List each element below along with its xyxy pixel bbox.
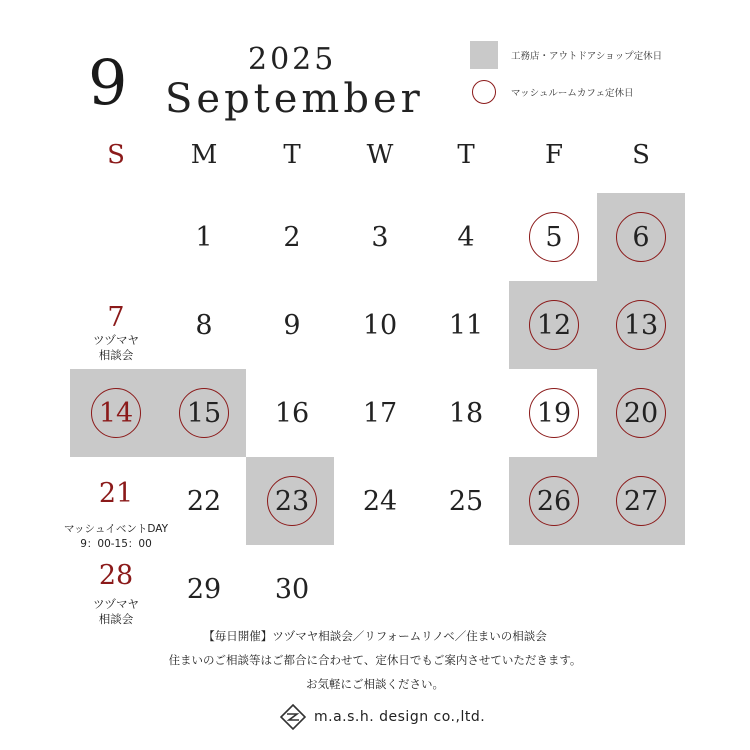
- day-number: 6: [632, 221, 650, 253]
- brand: [280, 703, 485, 731]
- day-20: [597, 369, 685, 457]
- day-number: 2: [283, 221, 301, 253]
- day-number: 30: [274, 573, 310, 605]
- weekday-sun: S: [107, 140, 125, 170]
- day-1: [160, 193, 248, 281]
- day-number: 26: [536, 485, 572, 517]
- day-number: 29: [186, 573, 222, 605]
- day-number: 12: [536, 309, 572, 341]
- day-22: [160, 457, 248, 545]
- day-9: [248, 281, 336, 369]
- footer-line-1: 【毎日開催】ツヅマヤ相談会／リフォームリノベ／住まいの相談会: [203, 629, 547, 643]
- day-number: 5: [545, 221, 563, 253]
- weekday-fri: F: [544, 140, 564, 170]
- day-27: [597, 457, 685, 545]
- day-19: [510, 369, 598, 457]
- month-name: September: [165, 76, 424, 122]
- event-note-day28: ツヅマヤ 相談会: [93, 597, 139, 626]
- day-15: [160, 369, 248, 457]
- red-circle-icon: [472, 80, 496, 104]
- legend-shop-closed: [470, 41, 662, 69]
- day-number: 16: [274, 397, 310, 429]
- day-number: 27: [623, 485, 659, 517]
- day-5: [510, 193, 598, 281]
- event-note-day7: ツヅマヤ 相談会: [93, 333, 139, 362]
- footer-line-3: お気軽にご相談ください。: [306, 677, 444, 691]
- legend-shop-closed-label: 工務店・アウトドアショップ定休日: [511, 51, 663, 62]
- day-26: [510, 457, 598, 545]
- day-number: 28: [98, 559, 134, 591]
- day-6: [597, 193, 685, 281]
- day-number: 13: [623, 309, 659, 341]
- event-note-day21: マッシュイベントDAY 9：00-15：00: [63, 523, 169, 550]
- weekday-sat: S: [632, 140, 650, 170]
- weekday-thu: T: [457, 140, 475, 170]
- day-number: 21: [98, 477, 134, 509]
- day-25: [422, 457, 510, 545]
- day-number: 25: [448, 485, 484, 517]
- day-number: 7: [107, 301, 125, 333]
- day-10: [336, 281, 424, 369]
- day-14: [72, 369, 160, 457]
- weekday-wed: W: [366, 140, 394, 170]
- brand-logo-icon: [280, 704, 306, 730]
- day-number: 17: [362, 397, 398, 429]
- day-2: [248, 193, 336, 281]
- day-16: [248, 369, 336, 457]
- day-number: 15: [186, 397, 222, 429]
- day-4: [422, 193, 510, 281]
- brand-name: m.a.s.h. design co.,ltd.: [314, 709, 486, 725]
- day-number: 23: [274, 485, 310, 517]
- day-12: [510, 281, 598, 369]
- month-number: 9: [88, 46, 128, 119]
- day-number: 20: [623, 397, 659, 429]
- day-17: [336, 369, 424, 457]
- day-11: [422, 281, 510, 369]
- day-24: [336, 457, 424, 545]
- weekday-tue: T: [283, 140, 301, 170]
- day-29: [160, 545, 248, 633]
- day-number: 10: [362, 309, 398, 341]
- day-number: 8: [195, 309, 213, 341]
- year-label: 2025: [248, 42, 337, 77]
- day-number: 11: [448, 309, 484, 341]
- day-18: [422, 369, 510, 457]
- day-number: 14: [98, 397, 134, 429]
- day-30: [248, 545, 336, 633]
- legend-cafe-closed: [470, 78, 633, 106]
- day-number: 9: [283, 309, 301, 341]
- day-number: 18: [448, 397, 484, 429]
- legend-cafe-closed-label: マッシュルームカフェ定休日: [511, 88, 634, 99]
- footer-line-2: 住まいのご相談等はご都合に合わせて、定休日でもご案内させていただきます。: [168, 653, 582, 667]
- day-13: [597, 281, 685, 369]
- day-3: [336, 193, 424, 281]
- gray-swatch-icon: [470, 41, 498, 69]
- day-23: [248, 457, 336, 545]
- day-number: 3: [371, 221, 389, 253]
- day-number: 24: [362, 485, 398, 517]
- day-number: 19: [536, 397, 572, 429]
- day-number: 1: [195, 221, 213, 253]
- day-8: [160, 281, 248, 369]
- day-number: 4: [457, 221, 475, 253]
- day-number: 22: [186, 485, 222, 517]
- weekday-mon: M: [190, 140, 218, 170]
